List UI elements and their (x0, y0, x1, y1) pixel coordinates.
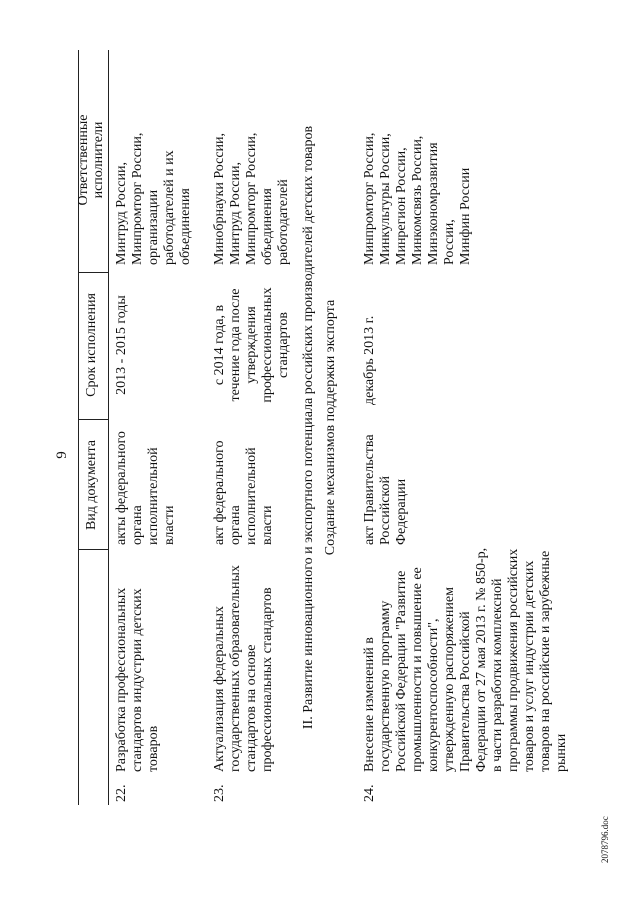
col-divider-2 (78, 419, 108, 420)
col-divider-1 (78, 549, 108, 550)
row-22-responsible: Минтруд России, Минпромторг России, организации работодателей и их объединения (114, 132, 193, 265)
row-23-responsible: Минобрнауки России, Минтруд России, Минпромторг России, объединения работодателей (212, 132, 291, 265)
row-22-number: 22. (114, 784, 129, 802)
row-23-doc-type: акт федерального органа исполнительной власти (212, 440, 275, 545)
section-title: II. Развитие инновационного и экспортного потенциала российских производителей детских товаров (301, 125, 316, 730)
col-divider-3 (78, 272, 108, 273)
row-22-doc-type: акты федерального органа исполнительной власти (114, 431, 177, 545)
row-24-doc-type: акт Правительства Российской Федерации (362, 434, 409, 545)
header-term: Срок исполнения (84, 293, 99, 397)
row-24-term: декабрь 2013 г. (362, 315, 377, 405)
row-23-task: Актуализация федеральных государственных образовательных стандартов на основе профессиональных стандартов (212, 565, 275, 772)
row-24-task: Внесение изменений в государственную программу Российской Федерации "Развитие промышленности и повышение ее конкурентоспособности", утвержденную распоряжением Правительства Российской Федерации от 27 мая 2013 г. № 850-р, в части разработки комплексной программы продвижения российских товаров и услуг индустрии детских товаров на российские и зарубежные рынки (362, 547, 569, 772)
row-22-term: 2013 - 2015 годы (114, 295, 129, 395)
row-22-task: Разработка профессиональных стандартов индустрии детских товаров (114, 587, 161, 772)
row-24-number: 24. (362, 784, 377, 802)
page-number: 9 (54, 451, 70, 459)
footer-doc-name: 2078796.doc (600, 816, 610, 863)
row-23-number: 23. (212, 784, 227, 802)
subsection-title: Создание механизмов поддержки экспорта (323, 299, 338, 556)
header-responsible: Ответственные исполнители (76, 114, 106, 206)
row-24-responsible: Минпромторг России, Минкультуры России, Минрегион России, Минкомсвязь России, Минэкономразвития России, Минфин России (362, 132, 473, 265)
header-bottom-rule (108, 50, 109, 805)
row-23-term: с 2014 года, в течение года после утверждения профессиональных стандартов (212, 287, 291, 403)
header-doc-type: Вид документа (84, 439, 99, 531)
